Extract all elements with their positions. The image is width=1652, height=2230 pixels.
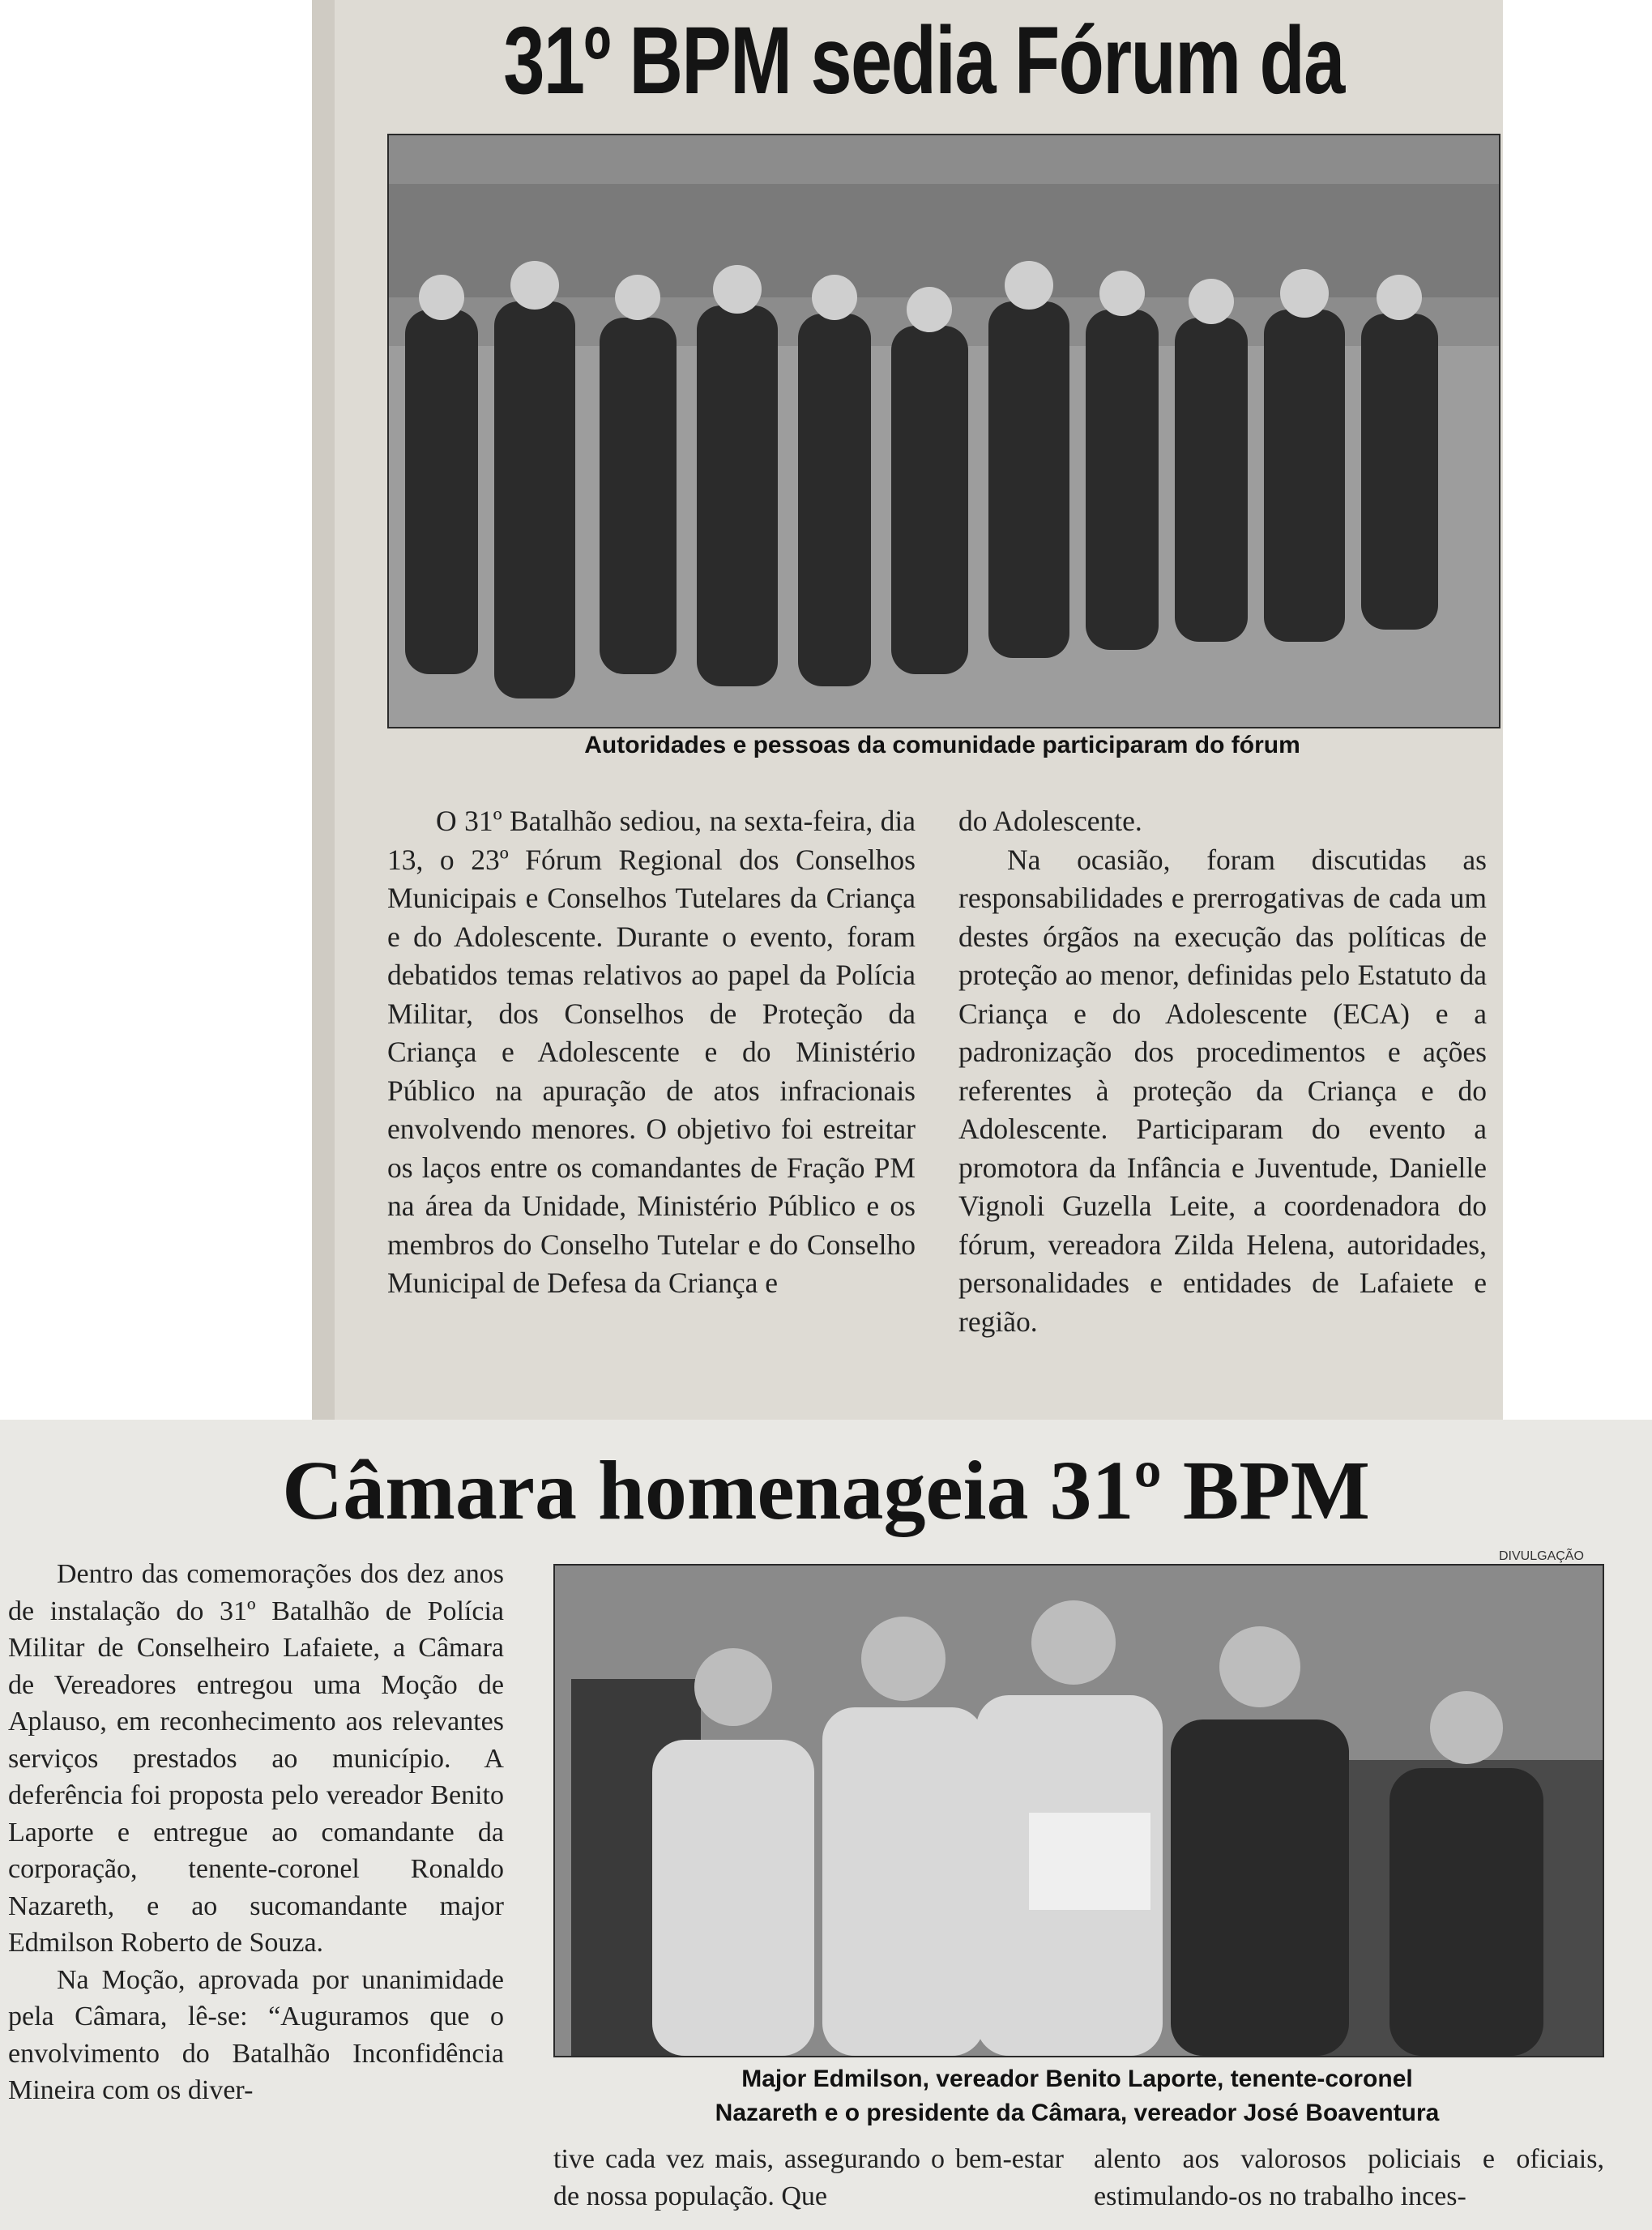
- article1-column-right: [958, 802, 1487, 1341]
- article1-paragraph: O 31º Batalhão sediou, na sexta-feira, dia 13, o 23º Fórum Regional dos Conselhos Municipais e Conselhos Tutelares da Criança e do Adolescente. Durante o evento, foram debatidos temas relativos ao papel da Polícia Militar, dos Conselhos de Proteção da Criança e Adolescente e do Ministério Público na apuração de atos infracionais envolvendo menores. O objetivo foi estreitar os laços entre os comandantes de Fração PM na área da Unidade, Ministério Público e os membros do Conselho Tutelar e do Conselho Municipal de Defesa da Criança e: [387, 805, 916, 1299]
- clipping-shadow-edge: [312, 0, 335, 1420]
- article2-paragraph: Na Moção, aprovada por unanimidade pela Câmara, lê-se: “Auguramos que o envolvimento do Batalhão Inconfidência Mineira com os diver-: [8, 1964, 504, 2105]
- article2-column-left: [8, 1556, 504, 2109]
- article1-column-left: [387, 802, 916, 1303]
- article2-photo: [553, 1564, 1604, 2057]
- article2-paragraph: tive cada vez mais, assegurando o bem-estar de nossa população. Que: [553, 2144, 1064, 2211]
- article1-photo-caption: Autoridades e pessoas da comunidade participaram do fórum: [584, 732, 1300, 758]
- article2-column-right: [1094, 2141, 1604, 2215]
- article2-photo-caption: [553, 2062, 1601, 2130]
- article2-paragraph: alento aos valorosos policiais e oficiais, estimulando-os no trabalho inces-: [1094, 2144, 1604, 2211]
- article2-column-mid: [553, 2141, 1064, 2215]
- article2-headline: Câmara homenageia 31º BPM: [282, 1444, 1370, 1537]
- article2-caption-line: Nazareth e o presidente da Câmara, vereador José Boaventura: [715, 2100, 1440, 2126]
- article1-paragraph: Na ocasião, foram discutidas as responsabilidades e prerrogativas de cada um destes órgãos na execução das políticas de proteção ao menor, definidas pelo Estatuto da Criança e do Adolescente (ECA) e a padronização dos procedimentos e ações referentes à proteção da Criança e do Adolescente. Participaram do evento a promotora da Infância e Juventude, Danielle Vignoli Guzella Leite, a coordenadora do fórum, vereadora Zilda Helena, autoridades, personalidades e entidades de Lafaiete e região.: [958, 843, 1487, 1338]
- photo-credit: DIVULGAÇÃO: [1499, 1549, 1584, 1563]
- article2-caption-line: Major Edmilson, vereador Benito Laporte, tenente-coronel: [741, 2066, 1413, 2092]
- article2-paragraph: Dentro das comemorações dos dez anos de instalação do 31º Batalhão de Polícia Militar de Conselheiro Lafaiete, a Câmara de Vereadores entregou uma Moção de Aplauso, em reconhecimento aos relevantes serviços prestados ao município. A deferência foi proposta pelo vereador Benito Laporte e entregue ao comandante da corporação, tenente-coronel Ronaldo Nazareth, e ao sucomandante major Edmilson Roberto de Souza.: [8, 1559, 504, 1958]
- article1-paragraph: do Adolescente.: [958, 805, 1142, 837]
- article1-headline: 31º BPM sedia Fórum da: [503, 7, 1344, 114]
- article1-photo: [387, 134, 1500, 728]
